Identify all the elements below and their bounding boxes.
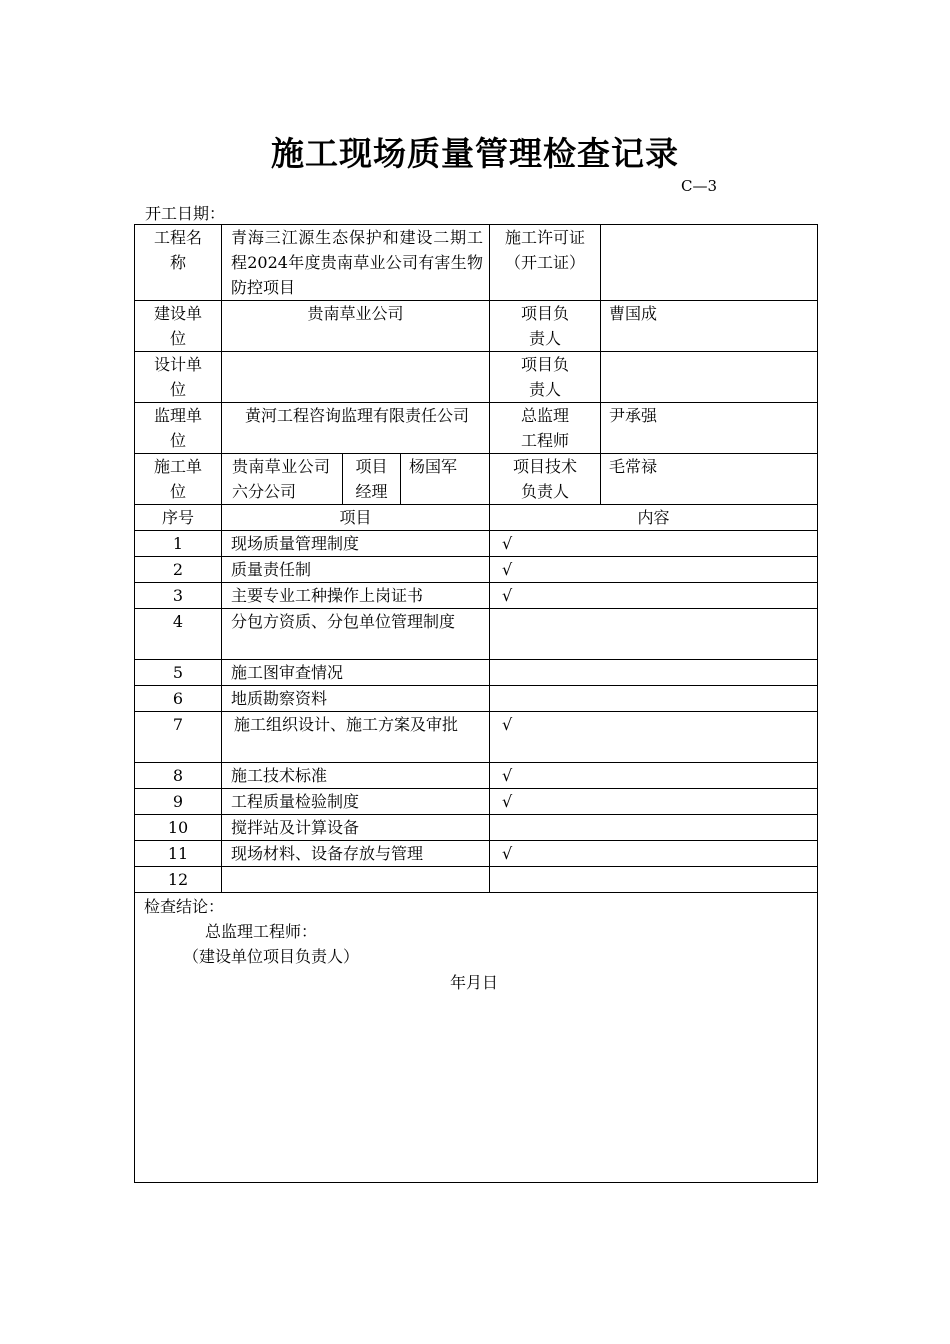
row-no: 12 <box>135 867 222 893</box>
table-row <box>135 686 818 712</box>
row-item: 质量责任制 <box>222 557 490 583</box>
table-row <box>135 660 818 686</box>
row-item: 施工技术标准 <box>222 763 490 789</box>
row-item: 现场质量管理制度 <box>222 531 490 557</box>
table-row <box>135 789 818 815</box>
project-name-label: 工程名称 <box>135 225 222 301</box>
start-date-label: 开工日期： <box>145 204 226 223</box>
row-no: 6 <box>135 686 222 712</box>
row-no: 9 <box>135 789 222 815</box>
row-no: 2 <box>135 557 222 583</box>
row-content <box>490 815 818 841</box>
table-row <box>135 815 818 841</box>
conclusion-section <box>135 893 818 1183</box>
contractor-value: 贵南草业公司六分公司 <box>222 454 343 505</box>
row-item: 地质勘察资料 <box>222 686 490 712</box>
document-title: 施工现场质量管理检查记录 <box>271 134 679 173</box>
contractor-manager-value: 杨国军 <box>401 454 490 505</box>
table-row <box>135 557 818 583</box>
designer-label: 设计单位 <box>135 352 222 403</box>
supervisor-value: 黄河工程咨询监理有限责任公司 <box>222 403 490 454</box>
designer-pm-value <box>601 352 818 403</box>
row-item <box>222 867 490 893</box>
conclusion-label: 检查结论： <box>144 897 225 916</box>
row-item: 分包方资质、分包单位管理制度 <box>222 609 490 660</box>
row-item: 主要专业工种操作上岗证书 <box>222 583 490 609</box>
row-content: √ <box>490 763 818 789</box>
table-row <box>135 763 818 789</box>
permit-label: 施工许可证（开工证） <box>490 225 601 301</box>
row-no: 8 <box>135 763 222 789</box>
table-row <box>135 609 818 660</box>
row-content: √ <box>490 583 818 609</box>
chief-engineer-value: 尹承强 <box>601 403 818 454</box>
row-no: 4 <box>135 609 222 660</box>
table-row <box>135 583 818 609</box>
builder-pm-value: 曹国成 <box>601 301 818 352</box>
row-no: 5 <box>135 660 222 686</box>
conclusion-owner-pm: （建设单位项目负责人） <box>183 947 360 966</box>
row-content: √ <box>490 789 818 815</box>
col-header-content: 内容 <box>490 505 818 531</box>
table-row <box>135 841 818 867</box>
supervisor-label: 监理单位 <box>135 403 222 454</box>
row-content <box>490 660 818 686</box>
row-no: 11 <box>135 841 222 867</box>
conclusion-date: 年月日 <box>450 973 499 992</box>
conclusion-chief-engineer: 总监理工程师： <box>205 922 318 941</box>
row-content <box>490 609 818 660</box>
contractor-label: 施工单位 <box>135 454 222 505</box>
row-no: 7 <box>135 712 222 763</box>
chief-engineer-label: 总监理工程师 <box>490 403 601 454</box>
row-item: 现场材料、设备存放与管理 <box>222 841 490 867</box>
row-item: 施工组织设计、施工方案及审批 <box>222 712 490 763</box>
row-item: 施工图审查情况 <box>222 660 490 686</box>
col-header-item: 项目 <box>222 505 490 531</box>
permit-value <box>601 225 818 301</box>
builder-pm-label: 项目负责人 <box>490 301 601 352</box>
table-row <box>135 531 818 557</box>
row-content: √ <box>490 841 818 867</box>
builder-label: 建设单位 <box>135 301 222 352</box>
designer-value <box>222 352 490 403</box>
tech-lead-label: 项目技术负责人 <box>490 454 601 505</box>
row-no: 1 <box>135 531 222 557</box>
row-content: √ <box>490 557 818 583</box>
tech-lead-value: 毛常禄 <box>601 454 818 505</box>
project-name-value: 青海三江源生态保护和建设二期工程2024年度贵南草业公司有害生物防控项目 <box>222 225 490 301</box>
row-item: 搅拌站及计算设备 <box>222 815 490 841</box>
row-no: 3 <box>135 583 222 609</box>
table-row <box>135 867 818 893</box>
row-item: 工程质量检验制度 <box>222 789 490 815</box>
form-code: C—3 <box>681 177 718 195</box>
designer-pm-label: 项目负责人 <box>490 352 601 403</box>
builder-value: 贵南草业公司 <box>222 301 490 352</box>
row-content: √ <box>490 531 818 557</box>
table-row <box>135 712 818 763</box>
row-content <box>490 867 818 893</box>
contractor-manager-label: 项目经理 <box>343 454 401 505</box>
row-content: √ <box>490 712 818 763</box>
row-content <box>490 686 818 712</box>
col-header-no: 序号 <box>135 505 222 531</box>
row-no: 10 <box>135 815 222 841</box>
inspection-form-table <box>134 224 818 1183</box>
